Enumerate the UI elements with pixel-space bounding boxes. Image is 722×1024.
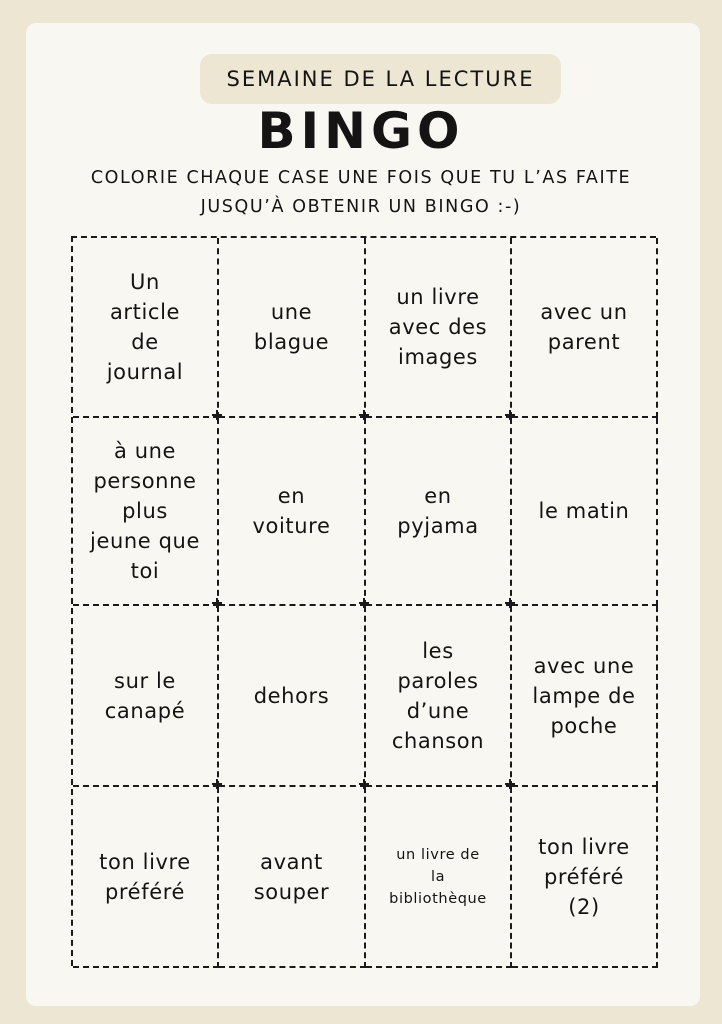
bingo-cell[interactable] (219, 787, 366, 968)
cell-line: chanson (391, 728, 485, 753)
cell-line: de (131, 330, 159, 354)
cell-line: paroles (397, 668, 479, 693)
cell-line: Un (130, 270, 160, 294)
grid-intersection-mark (212, 598, 222, 608)
bingo-cell[interactable] (512, 238, 658, 418)
cell-line: poche (550, 713, 618, 738)
cell-line: avant (260, 849, 323, 874)
cell-line: d’une (406, 698, 470, 723)
cell-line: en (277, 484, 306, 508)
bingo-cell[interactable] (73, 238, 219, 418)
bingo-cell[interactable] (366, 418, 512, 606)
cell-line: dehors (253, 683, 330, 708)
cell-line: personne (93, 469, 197, 493)
cell-line: plus (122, 499, 168, 523)
bingo-cell[interactable] (512, 418, 658, 606)
bingo-cell[interactable] (73, 606, 219, 787)
cell-line: en (424, 484, 452, 508)
cell-line: un livre (396, 285, 480, 309)
cell-line: journal (106, 360, 184, 384)
cell-line: blague (253, 330, 330, 354)
cell-line: préféré (543, 864, 625, 889)
cell-line: canapé (104, 698, 186, 723)
grid-intersection-mark (505, 598, 515, 608)
cell-line: avec une (533, 653, 635, 678)
grid-intersection-mark (359, 410, 369, 420)
bingo-cell[interactable] (366, 238, 512, 418)
header-label: SEMAINE DE LA LECTURE (200, 54, 561, 104)
cell-line: ton livre (538, 834, 630, 859)
bingo-cell[interactable] (219, 606, 366, 787)
bingo-cell[interactable] (366, 787, 512, 968)
grid-intersection-mark (359, 598, 369, 608)
cell-line: toi (130, 559, 160, 583)
bingo-cell[interactable] (219, 238, 366, 418)
bingo-cell[interactable] (219, 418, 366, 606)
cell-line: images (398, 345, 478, 369)
cell-line: la (430, 868, 446, 885)
cell-line: parent (547, 330, 621, 354)
instruction-line-2: JUSQU’À OBTENIR UN BINGO :-) (200, 197, 522, 217)
cell-line: un livre de (396, 846, 480, 863)
page-title: BINGO (257, 102, 465, 160)
grid-intersection-mark (212, 779, 222, 789)
instruction-line-1: COLORIE CHAQUE CASE UNE FOIS QUE TU L’AS FAITE (90, 168, 632, 188)
bingo-cell[interactable] (73, 787, 219, 968)
cell-line: avec un (540, 300, 628, 324)
grid-intersection-mark (505, 779, 515, 789)
cell-line: une (270, 300, 313, 324)
bingo-cell[interactable] (73, 418, 219, 606)
bingo-cell[interactable] (512, 606, 658, 787)
cell-line: sur le (114, 668, 176, 693)
cell-line: le matin (538, 499, 630, 523)
cell-line: (2) (568, 894, 600, 919)
cell-line: bibliothèque (389, 890, 487, 907)
cell-line: préféré (104, 879, 186, 904)
cell-line: avec des (388, 315, 488, 339)
grid-intersection-mark (212, 410, 222, 420)
cell-line: jeune que (90, 529, 200, 553)
bingo-cell[interactable] (512, 787, 658, 968)
grid-intersection-mark (505, 410, 515, 420)
cell-line: à une (113, 439, 177, 463)
cell-line: article (109, 300, 181, 324)
cell-line: les (422, 638, 454, 663)
cell-line: voiture (252, 514, 331, 538)
grid-intersection-mark (359, 779, 369, 789)
cell-line: souper (253, 879, 330, 904)
cell-line: pyjama (397, 514, 479, 538)
bingo-cell[interactable] (366, 606, 512, 787)
cell-line: lampe de (532, 683, 636, 708)
cell-line: ton livre (99, 849, 191, 874)
